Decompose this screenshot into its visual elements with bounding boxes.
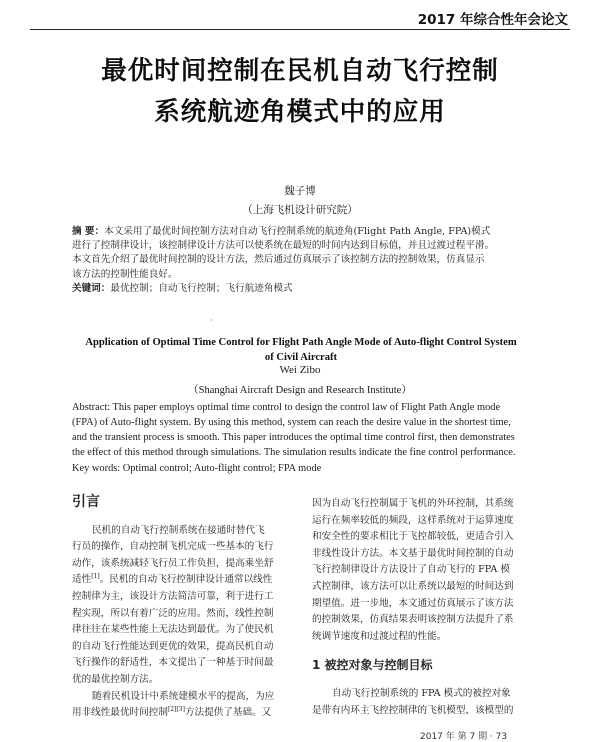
intro-line-8: 的自动飞行性能达到更优的效果，提高民机自动 xyxy=(72,640,274,652)
abstract-en-line-3: and the transient process is smooth. This paper introduces the optimal time control first, then demonstrates xyxy=(72,432,515,443)
body-column-left xyxy=(72,494,290,722)
keywords-cn xyxy=(72,282,532,296)
intro-line-6: 程实现，所以有着广泛的应用。然而，线性控制 xyxy=(72,607,274,619)
col2-line-4: 非线性设计方法。本文基于最优时间控制的自动 xyxy=(312,547,514,559)
abstract-cn-line-4: 该方法的控制性能良好。 xyxy=(72,268,178,280)
affiliation-en: （Shanghai Aircraft Design and Research Institute） xyxy=(188,385,412,396)
author-cn: 魏子博 xyxy=(284,185,316,197)
abstract-cn-text: 本文采用了最优时间控制方法对自动飞行控制系统的航迹角(Flight Path Angle, FPA)模式 xyxy=(104,226,491,237)
paper-title-line-2: 系统航迹角模式中的应用 xyxy=(154,97,446,127)
intro-para2-line-1: 随着民机设计中系统建模水平的提高，为应 xyxy=(92,690,275,702)
keywords-cn-label: 关键词： xyxy=(72,282,111,294)
col2-line-5: 飞行控制律设计方法设计了自动飞行的 FPA 模 xyxy=(312,564,510,576)
section1-line-2: 是带有内环主飞控控制律的飞机模型，该模型的 xyxy=(312,704,514,716)
keywords-en: Key words: Optimal control; Auto-flight control; FPA mode xyxy=(72,463,322,474)
intro-line-10: 优的最优控制方法。 xyxy=(72,673,159,685)
intro-line-4 xyxy=(72,572,290,589)
abstract-cn-line-1 xyxy=(72,225,532,239)
intro-line-2: 行员的操作，自动控制飞机完成一些基本的飞行 xyxy=(72,541,274,553)
abstract-cn-line-3: 本文首先介绍了最优时间控制的设计方法，然后通过仿真展示了该控制方法的控制效果，仿真显示 xyxy=(72,254,485,266)
intro-line-4b: 。民机的自动飞行控制律设计通常以线性 xyxy=(99,574,273,586)
scan-speck: · xyxy=(210,316,213,325)
header-rule xyxy=(30,29,570,30)
keywords-cn-text: 最优控制；自动飞行控制；飞行航迹角模式 xyxy=(110,282,293,294)
abstract-cn-line-2: 进行了控制律设计，该控制律设计方法可以使系统在最短的时间内达到目标值，并且过渡过程平滑。 xyxy=(72,240,495,252)
intro-para2-line-2b: 方法提供了基础。又 xyxy=(184,707,272,719)
col2-line-1: 因为自动飞行控制属于飞机的外环控制，其系统 xyxy=(312,498,514,509)
section-heading-intro: 引言 xyxy=(72,494,100,510)
section1-line-1: 自动飞行控制系统的 FPA 模式的被控对象 xyxy=(332,687,511,699)
col2-line-9: 统调节速度和过渡过程的性能。 xyxy=(312,630,447,642)
paper-title-line-1: 最优时间控制在民机自动飞行控制 xyxy=(101,56,499,86)
affiliation-cn: （上海飞机设计研究院） xyxy=(242,204,358,216)
abstract-cn-label: 摘 要： xyxy=(72,226,105,237)
intro-line-7: 律往往在某些性能上无法达到最优。为了使民机 xyxy=(72,624,274,636)
abstract-en-line-1: Abstract: This paper employs optimal time control to design the control law of Flight Path Angle mode xyxy=(72,402,501,413)
abstract-cn xyxy=(72,225,532,296)
intro-line-5: 控制律为主，该设计方法简洁可靠，利于进行工 xyxy=(72,590,274,602)
intro-para2-line-2a: 用非线性最优时间控制 xyxy=(72,707,168,719)
abstract-en-line-2: (FPA) of Auto-flight system. By using this method, system can reach the desire value in the shortest time, xyxy=(72,417,511,428)
col2-line-6: 式控制律，该方法可以让系统以最短的时间达到 xyxy=(312,580,514,592)
english-title xyxy=(78,336,524,365)
col2-line-3: 和安全性的要求相比于飞控都较低，更适合引入 xyxy=(312,531,514,543)
page-footer: 2017 年 第 7 期 · 73 xyxy=(420,732,508,742)
citation-1: [1] xyxy=(91,573,100,581)
running-header: 2017 年综合性年会论文 xyxy=(417,12,568,28)
intro-line-4a: 适性 xyxy=(72,574,92,586)
intro-line-3: 动作，该系统减轻飞行员工作负担，提高乘坐舒 xyxy=(72,557,274,569)
citation-2-3: [2][3] xyxy=(167,705,185,713)
col2-line-7: 期望值。进一步地，本文通过仿真展示了该方法 xyxy=(312,597,514,609)
col2-line-8: 的控制效果，仿真结果表明该控制方法提升了系 xyxy=(312,614,514,626)
abstract-en-line-4: the effect of this method through simulations. The simulation results indicate the fine control performance. xyxy=(72,447,516,458)
section-heading-1: 1 被控对象与控制目标 xyxy=(312,658,433,673)
intro-para2-line-2 xyxy=(72,705,290,722)
col2-line-2: 运行在频率较低的频段，这样系统对于运算速度 xyxy=(312,514,514,526)
abstract-en xyxy=(72,400,530,476)
english-title-line-2: of Civil Aircraft xyxy=(264,351,338,363)
intro-line-1: 民机的自动飞行控制系统在接通时替代飞 xyxy=(92,524,265,536)
body-column-right xyxy=(312,496,530,719)
english-title-line-1: Application of Optimal Time Control for Flight Path Angle Mode of Auto-flight Control System xyxy=(85,337,517,348)
intro-line-9: 飞行操作的舒适性，本文提出了一种基于时间最 xyxy=(72,657,274,669)
author-en: Wei Zibo xyxy=(279,364,321,376)
